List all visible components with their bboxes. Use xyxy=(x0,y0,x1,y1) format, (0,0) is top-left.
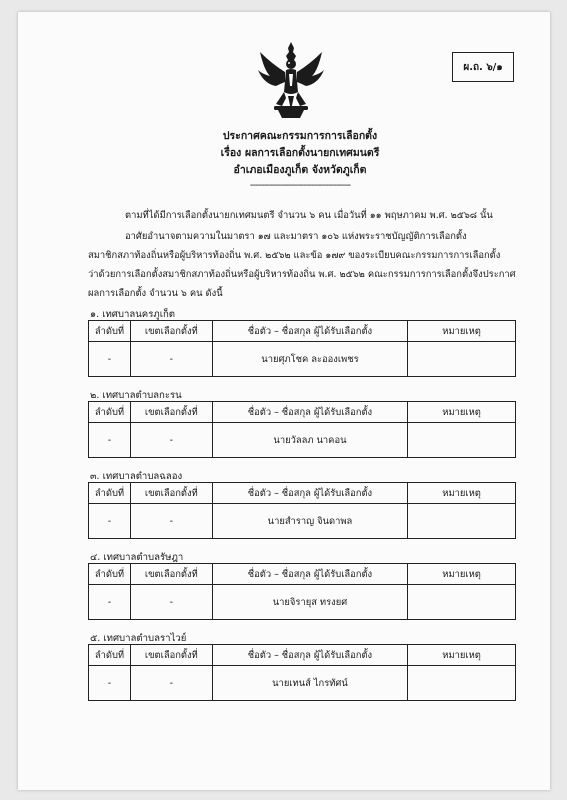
cell-district: - xyxy=(130,423,212,458)
cell-remark xyxy=(408,504,516,539)
cell-district: - xyxy=(130,342,212,377)
results-table xyxy=(88,563,516,620)
cell-order: - xyxy=(89,504,131,539)
header-name: ชื่อตัว – ชื่อสกุล ผู้ได้รับเลือกตั้ง xyxy=(212,321,407,342)
section-title: ๕. เทศบาลตำบลราไวย์ xyxy=(90,633,187,644)
cell-remark xyxy=(408,423,516,458)
header-order: ลำดับที่ xyxy=(89,645,131,666)
cell-order: - xyxy=(89,423,131,458)
cell-remark xyxy=(408,585,516,620)
body-paragraph-2-line-4: ผลการเลือกตั้ง จำนวน ๖ คน ดังนี้ xyxy=(88,288,223,299)
header-district: เขตเลือกตั้งที่ xyxy=(130,483,212,504)
cell-name: นายเทนส์ ไกรทัศน์ xyxy=(212,666,407,701)
table-header-row xyxy=(89,321,516,342)
heading-line-3: อำเภอเมืองภูเก็ต จังหวัดภูเก็ต xyxy=(233,164,367,176)
table-row xyxy=(89,666,516,701)
results-table xyxy=(88,644,516,701)
heading-line-1: ประกาศคณะกรรมการการเลือกตั้ง xyxy=(222,130,378,142)
heading-rule: ------------------------------------ xyxy=(249,179,351,191)
header-order: ลำดับที่ xyxy=(89,321,131,342)
table-header-row xyxy=(89,564,516,585)
body-paragraph-2-line-1: อาศัยอำนาจตามความในมาตรา ๑๗ และมาตรา ๑๐๖ แห่งพระราชบัญญัติการเลือกตั้ง xyxy=(125,231,467,242)
header-order: ลำดับที่ xyxy=(89,483,131,504)
results-table xyxy=(88,401,516,458)
header-remark: หมายเหตุ xyxy=(408,321,516,342)
table-row xyxy=(89,504,516,539)
cell-name: นายจิรายุส ทรงยศ xyxy=(212,585,407,620)
heading-line-2: เรื่อง ผลการเลือกตั้งนายกเทศมนตรี xyxy=(220,147,380,159)
section-title: ๔. เทศบาลตำบลรัษฎา xyxy=(90,552,184,563)
section-title: ๒. เทศบาลตำบลกะรน xyxy=(90,390,182,401)
cell-district: - xyxy=(130,666,212,701)
form-code: ผ.ถ. ๖/๑ xyxy=(463,61,503,73)
announcement-heading xyxy=(150,128,450,191)
cell-order: - xyxy=(89,666,131,701)
header-remark: หมายเหตุ xyxy=(408,645,516,666)
header-name: ชื่อตัว – ชื่อสกุล ผู้ได้รับเลือกตั้ง xyxy=(212,645,407,666)
header-name: ชื่อตัว – ชื่อสกุล ผู้ได้รับเลือกตั้ง xyxy=(212,483,407,504)
table-row xyxy=(89,342,516,377)
header-district: เขตเลือกตั้งที่ xyxy=(130,645,212,666)
header-name: ชื่อตัว – ชื่อสกุล ผู้ได้รับเลือกตั้ง xyxy=(212,402,407,423)
table-header-row xyxy=(89,483,516,504)
body-paragraph-2-line-3: ว่าด้วยการเลือกตั้งสมาชิกสภาท้องถิ่นหรือผู้บริหารท้องถิ่น พ.ศ. ๒๕๖๒ คณะกรรมการการเลือกตั้งจึงประกาศ xyxy=(88,269,516,280)
header-remark: หมายเหตุ xyxy=(408,483,516,504)
header-order: ลำดับที่ xyxy=(89,564,131,585)
cell-name: นายวัลลภ นาคอน xyxy=(212,423,407,458)
garuda-emblem-icon xyxy=(258,40,324,120)
header-name: ชื่อตัว – ชื่อสกุล ผู้ได้รับเลือกตั้ง xyxy=(212,564,407,585)
header-district: เขตเลือกตั้งที่ xyxy=(130,564,212,585)
header-remark: หมายเหตุ xyxy=(408,564,516,585)
cell-district: - xyxy=(130,585,212,620)
header-district: เขตเลือกตั้งที่ xyxy=(130,402,212,423)
header-order: ลำดับที่ xyxy=(89,402,131,423)
section-title: ๑. เทศบาลนครภูเก็ต xyxy=(90,309,176,320)
header-remark: หมายเหตุ xyxy=(408,402,516,423)
form-code-box xyxy=(452,52,514,82)
body-paragraph-1: ตามที่ได้มีการเลือกตั้งนายกเทศมนตรี จำนวน ๖ คน เมื่อวันที่ ๑๑ พฤษภาคม พ.ศ. ๒๕๖๘ นั้น xyxy=(125,210,493,221)
table-header-row xyxy=(89,645,516,666)
results-table xyxy=(88,320,516,377)
results-table xyxy=(88,482,516,539)
header-district: เขตเลือกตั้งที่ xyxy=(130,321,212,342)
cell-name: นายศุภโชค ละอองเพชร xyxy=(212,342,407,377)
table-header-row xyxy=(89,402,516,423)
cell-order: - xyxy=(89,585,131,620)
cell-remark xyxy=(408,342,516,377)
table-row xyxy=(89,585,516,620)
cell-order: - xyxy=(89,342,131,377)
table-row xyxy=(89,423,516,458)
body-paragraph-2-line-2: สมาชิกสภาท้องถิ่นหรือผู้บริหารท้องถิ่น พ.ศ. ๒๕๖๒ และข้อ ๑๗๙ ของระเบียบคณะกรรมการการเลือกตั้ง xyxy=(88,250,501,261)
cell-remark xyxy=(408,666,516,701)
cell-district: - xyxy=(130,504,212,539)
cell-name: นายสำราญ จินดาพล xyxy=(212,504,407,539)
section-title: ๓. เทศบาลตำบลฉลอง xyxy=(90,471,183,482)
